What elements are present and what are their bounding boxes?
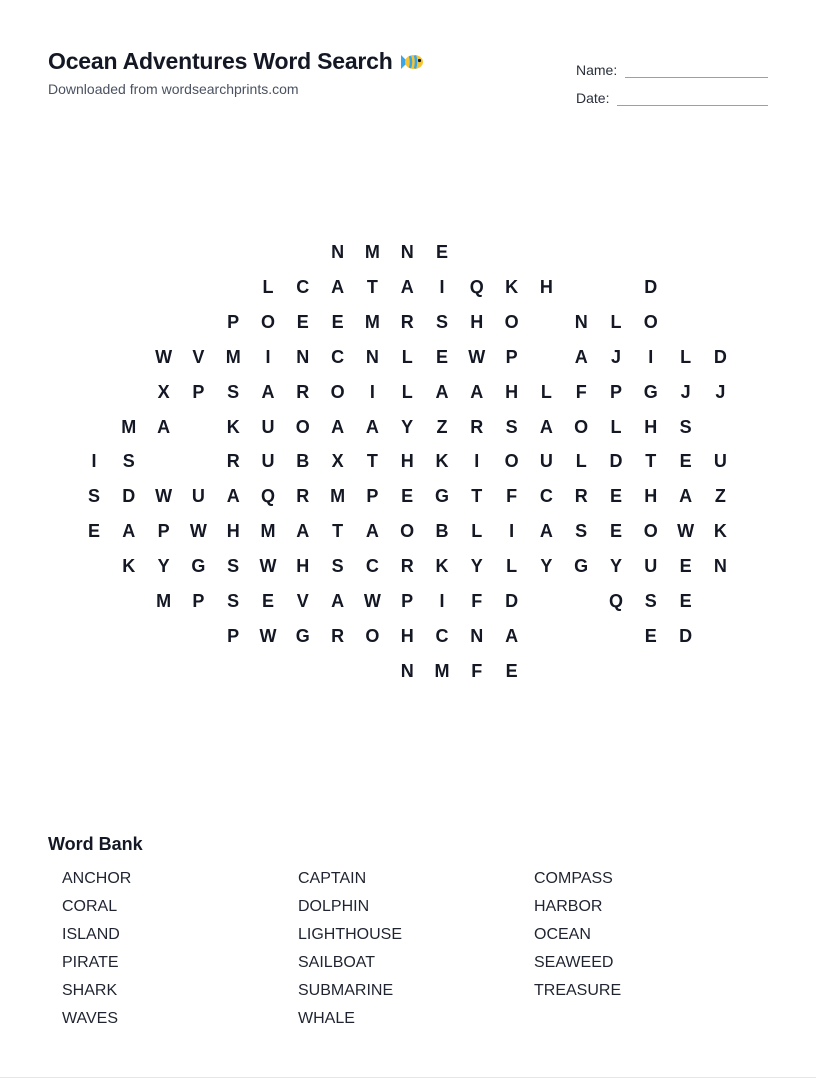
grid-letter[interactable]: P xyxy=(227,311,240,332)
grid-letter[interactable]: W xyxy=(363,591,381,611)
grid-letter[interactable]: D xyxy=(679,625,693,646)
grid-letter[interactable]: P xyxy=(609,381,622,402)
grid-letter[interactable]: S xyxy=(227,381,240,402)
grid-letter[interactable]: E xyxy=(609,486,622,507)
grid-letter[interactable]: N xyxy=(400,242,414,262)
grid-letter[interactable]: Q xyxy=(608,591,623,611)
grid-letter[interactable]: C xyxy=(296,276,310,297)
grid-letter[interactable]: L xyxy=(401,346,413,367)
grid-letter[interactable]: D xyxy=(713,346,727,367)
grid-letter[interactable]: O xyxy=(504,311,519,332)
grid-letter[interactable]: T xyxy=(366,451,378,472)
grid-letter[interactable]: U xyxy=(713,451,727,472)
grid-letter[interactable]: S xyxy=(679,416,692,437)
grid-letter[interactable]: E xyxy=(401,486,414,507)
grid-letter[interactable]: Y xyxy=(470,556,483,577)
grid-letter[interactable]: A xyxy=(435,381,449,402)
grid-letter[interactable]: S xyxy=(87,486,100,507)
grid-letter[interactable]: R xyxy=(226,451,240,472)
grid-letter[interactable]: K xyxy=(505,276,519,297)
date-line[interactable] xyxy=(617,93,768,106)
grid-letter[interactable]: A xyxy=(331,416,345,437)
grid-letter[interactable]: S xyxy=(435,311,448,332)
grid-letter[interactable]: E xyxy=(331,311,344,332)
page-title xyxy=(48,48,425,75)
grid-letter[interactable]: A xyxy=(679,486,693,507)
grid-letter[interactable]: E xyxy=(609,521,622,542)
grid-letter[interactable]: U xyxy=(539,451,553,472)
grid-letter[interactable]: Q xyxy=(469,276,484,297)
grid-letter[interactable]: A xyxy=(539,416,553,437)
word-bank-item: COMPASS xyxy=(534,870,613,887)
grid-letter[interactable]: Y xyxy=(157,556,170,577)
grid-letter[interactable]: I xyxy=(509,521,515,542)
grid-letter[interactable]: O xyxy=(365,625,380,646)
source-subtitle: Downloaded from wordsearchprints.com xyxy=(48,81,299,97)
grid-letter[interactable]: E xyxy=(679,451,692,472)
grid-letter[interactable]: E xyxy=(87,521,100,542)
header xyxy=(48,48,425,97)
grid-letter[interactable]: E xyxy=(435,346,448,367)
grid-letter[interactable]: O xyxy=(504,451,519,472)
grid-letter[interactable]: D xyxy=(609,451,623,472)
grid-letter[interactable]: G xyxy=(574,556,589,577)
page-title-text: Ocean Adventures Word Search xyxy=(48,48,393,74)
grid-letter[interactable]: J xyxy=(715,381,726,402)
grid-letter[interactable]: R xyxy=(470,416,484,437)
grid-letter[interactable]: H xyxy=(400,451,414,472)
grid-letter[interactable]: D xyxy=(122,486,136,507)
word-bank-item: CAPTAIN xyxy=(298,870,367,887)
grid-letter[interactable]: M xyxy=(225,346,241,367)
grid-letter[interactable]: T xyxy=(645,451,657,472)
grid-letter[interactable]: E xyxy=(435,242,448,262)
date-label: Date: xyxy=(576,90,610,106)
grid-letter[interactable]: A xyxy=(296,521,310,542)
grid-letter[interactable]: G xyxy=(295,625,310,646)
grid-letter[interactable]: B xyxy=(435,521,449,542)
grid-letter[interactable]: U xyxy=(644,556,658,577)
grid-letter[interactable]: A xyxy=(505,625,519,646)
word-bank-item: OCEAN xyxy=(534,926,591,943)
grid-letter[interactable]: S xyxy=(331,556,344,577)
grid-letter[interactable]: R xyxy=(331,625,345,646)
name-field-row xyxy=(576,50,768,78)
grid-letter[interactable]: N xyxy=(574,311,588,332)
grid-letter[interactable]: P xyxy=(505,346,518,367)
grid-letter[interactable]: P xyxy=(157,521,170,542)
grid-letter[interactable]: N xyxy=(470,625,484,646)
grid-letter[interactable]: X xyxy=(157,381,170,402)
grid-letter[interactable]: L xyxy=(540,381,552,402)
grid-letter[interactable]: P xyxy=(401,591,414,611)
word-bank-item: PIRATE xyxy=(62,954,119,971)
grid-letter[interactable]: A xyxy=(331,591,345,611)
grid-letter[interactable]: Q xyxy=(260,486,275,507)
grid-letter[interactable]: L xyxy=(610,416,622,437)
grid-letter[interactable]: K xyxy=(226,416,240,437)
grid-letter[interactable]: J xyxy=(610,346,621,367)
grid-letter[interactable]: C xyxy=(365,556,379,577)
grid-letter[interactable]: H xyxy=(644,416,658,437)
grid-letter[interactable]: K xyxy=(435,451,449,472)
grid-letter[interactable]: O xyxy=(260,311,275,332)
word-bank-item: HARBOR xyxy=(534,898,603,915)
grid-letter[interactable]: A xyxy=(122,521,136,542)
grid-letter[interactable]: A xyxy=(365,521,379,542)
grid-letter[interactable]: Z xyxy=(714,486,726,507)
grid-letter[interactable]: R xyxy=(400,556,414,577)
grid-letter[interactable]: N xyxy=(365,346,379,367)
grid-letter[interactable]: F xyxy=(471,660,483,681)
grid-letter[interactable]: C xyxy=(539,486,553,507)
grid-letter[interactable]: O xyxy=(295,416,310,437)
grid-letter[interactable]: W xyxy=(259,556,277,577)
grid-letter[interactable]: M xyxy=(330,486,346,507)
grid-letter[interactable]: T xyxy=(366,276,378,297)
grid-letter[interactable]: A xyxy=(539,521,553,542)
grid-letter[interactable]: A xyxy=(157,416,171,437)
grid-letter[interactable]: M xyxy=(260,521,276,542)
grid-letter[interactable]: P xyxy=(227,625,240,646)
grid-letter[interactable]: I xyxy=(369,381,375,402)
word-bank-item: CORAL xyxy=(62,898,118,915)
grid-letter[interactable]: K xyxy=(435,556,449,577)
grid-letter[interactable]: C xyxy=(331,346,345,367)
word-bank-item: SEAWEED xyxy=(534,954,614,971)
tropical-fish-icon xyxy=(399,51,425,73)
grid-letter[interactable]: V xyxy=(296,591,309,611)
grid-letter[interactable]: P xyxy=(366,486,379,507)
grid-letter[interactable]: O xyxy=(400,521,415,542)
grid-letter[interactable]: I xyxy=(474,451,480,472)
grid-letter[interactable]: S xyxy=(227,591,240,611)
grid-letter[interactable]: O xyxy=(574,416,589,437)
grid-letter[interactable]: D xyxy=(644,276,658,297)
grid-letter[interactable]: Y xyxy=(401,416,414,437)
grid-letter[interactable]: F xyxy=(471,591,483,611)
grid-letter[interactable]: W xyxy=(189,521,207,542)
word-bank-item: ISLAND xyxy=(62,926,120,943)
grid-letter[interactable]: A xyxy=(470,381,484,402)
grid-letter[interactable]: S xyxy=(122,451,135,472)
grid-letter[interactable]: E xyxy=(679,556,692,577)
grid-letter[interactable]: S xyxy=(227,556,240,577)
grid-letter[interactable]: H xyxy=(296,556,310,577)
grid-letter[interactable]: G xyxy=(191,556,206,577)
footer-divider xyxy=(0,1077,816,1078)
grid-letter[interactable]: M xyxy=(121,416,137,437)
grid-letter[interactable]: B xyxy=(296,451,310,472)
grid-letter[interactable]: E xyxy=(679,591,692,611)
grid-letter[interactable]: W xyxy=(155,486,173,507)
grid-letter[interactable]: Y xyxy=(540,556,553,577)
grid-letter[interactable]: L xyxy=(680,346,692,367)
grid-letter[interactable]: H xyxy=(505,381,519,402)
grid-letter[interactable]: I xyxy=(439,276,445,297)
grid-letter[interactable]: R xyxy=(296,381,310,402)
grid-letter[interactable]: L xyxy=(575,451,587,472)
grid-letter[interactable]: N xyxy=(331,242,345,262)
word-bank-item: LIGHTHOUSE xyxy=(298,926,403,943)
word-bank-item: WHALE xyxy=(298,1010,355,1027)
grid-letter[interactable]: A xyxy=(331,276,345,297)
grid-letter[interactable]: L xyxy=(262,276,274,297)
grid-letter[interactable]: P xyxy=(192,381,205,402)
grid-letter[interactable]: S xyxy=(505,416,518,437)
grid-letter[interactable]: W xyxy=(677,521,695,542)
grid-letter[interactable]: L xyxy=(471,521,483,542)
grid-letter[interactable]: K xyxy=(122,556,136,577)
grid-letter[interactable]: P xyxy=(192,591,205,611)
word-bank-item: DOLPHIN xyxy=(298,898,370,915)
grid-letter[interactable]: G xyxy=(434,486,449,507)
grid-letter[interactable]: X xyxy=(331,451,344,472)
grid-letter[interactable]: U xyxy=(261,416,275,437)
grid-letter[interactable]: W xyxy=(259,625,277,646)
grid-letter[interactable]: A xyxy=(226,486,240,507)
word-bank-item: SAILBOAT xyxy=(298,954,376,971)
grid-letter[interactable]: M xyxy=(434,660,450,681)
grid-letter[interactable]: M xyxy=(156,591,172,611)
grid-letter[interactable]: F xyxy=(575,381,587,402)
grid-letter[interactable]: T xyxy=(471,486,483,507)
grid-letter[interactable]: A xyxy=(574,346,588,367)
grid-letter[interactable]: N xyxy=(713,556,727,577)
grid-letter[interactable]: L xyxy=(401,381,413,402)
grid-letter[interactable]: Y xyxy=(609,556,622,577)
word-bank-item: ANCHOR xyxy=(62,870,132,887)
grid-letter[interactable]: G xyxy=(643,381,658,402)
grid-letter[interactable]: D xyxy=(505,591,519,611)
grid-letter[interactable]: N xyxy=(296,346,310,367)
grid-letter[interactable]: O xyxy=(643,311,658,332)
grid-letter[interactable]: J xyxy=(680,381,691,402)
word-bank-item: WAVES xyxy=(62,1010,119,1027)
grid-letter[interactable]: H xyxy=(644,486,658,507)
grid-letter[interactable]: V xyxy=(192,346,205,367)
grid-letter[interactable]: H xyxy=(400,625,414,646)
grid-letter[interactable]: W xyxy=(155,346,173,367)
grid-letter[interactable]: L xyxy=(610,311,622,332)
grid-letter[interactable]: O xyxy=(330,381,345,402)
grid-letter[interactable]: K xyxy=(713,521,727,542)
grid-letter[interactable]: I xyxy=(265,346,271,367)
grid-letter[interactable]: H xyxy=(539,276,553,297)
grid-letter[interactable]: H xyxy=(226,521,240,542)
grid-letter[interactable]: A xyxy=(400,276,414,297)
grid-letter[interactable]: I xyxy=(648,346,654,367)
name-line[interactable] xyxy=(625,65,768,78)
grid-letter[interactable]: H xyxy=(470,311,484,332)
word-bank xyxy=(62,868,782,1030)
grid-letter[interactable]: I xyxy=(439,591,445,611)
grid-letter[interactable]: E xyxy=(296,311,309,332)
word-bank-item: SUBMARINE xyxy=(298,982,394,999)
grid-letter[interactable]: C xyxy=(435,625,449,646)
grid-letter[interactable]: E xyxy=(505,660,518,681)
grid-letter[interactable]: S xyxy=(644,591,657,611)
grid-letter[interactable]: I xyxy=(91,451,97,472)
grid-letter[interactable]: M xyxy=(364,242,380,262)
grid-letter[interactable]: O xyxy=(643,521,658,542)
word-bank-item: TREASURE xyxy=(534,982,622,999)
grid-letter[interactable]: T xyxy=(332,521,344,542)
grid-letter[interactable]: A xyxy=(365,416,379,437)
date-field-row xyxy=(576,78,768,106)
word-bank-title: Word Bank xyxy=(48,834,143,854)
grid-letter[interactable]: M xyxy=(364,311,380,332)
grid-letter[interactable]: F xyxy=(506,486,518,507)
grid-letter[interactable]: U xyxy=(261,451,275,472)
grid-letter[interactable]: Z xyxy=(436,416,448,437)
grid-letter[interactable]: R xyxy=(574,486,588,507)
grid-letter[interactable]: E xyxy=(261,591,274,611)
grid-letter[interactable]: U xyxy=(191,486,205,507)
grid-letter[interactable]: R xyxy=(296,486,310,507)
grid-letter[interactable]: L xyxy=(506,556,518,577)
grid-letter[interactable]: S xyxy=(575,521,588,542)
name-label: Name: xyxy=(576,62,618,78)
grid-letter[interactable]: N xyxy=(400,660,414,681)
grid-letter[interactable]: W xyxy=(468,346,486,367)
grid-letter[interactable]: A xyxy=(261,381,275,402)
word-bank-item: SHARK xyxy=(62,982,118,999)
student-fields xyxy=(576,50,768,106)
grid-letter[interactable]: R xyxy=(400,311,414,332)
grid-letter[interactable]: E xyxy=(644,625,657,646)
